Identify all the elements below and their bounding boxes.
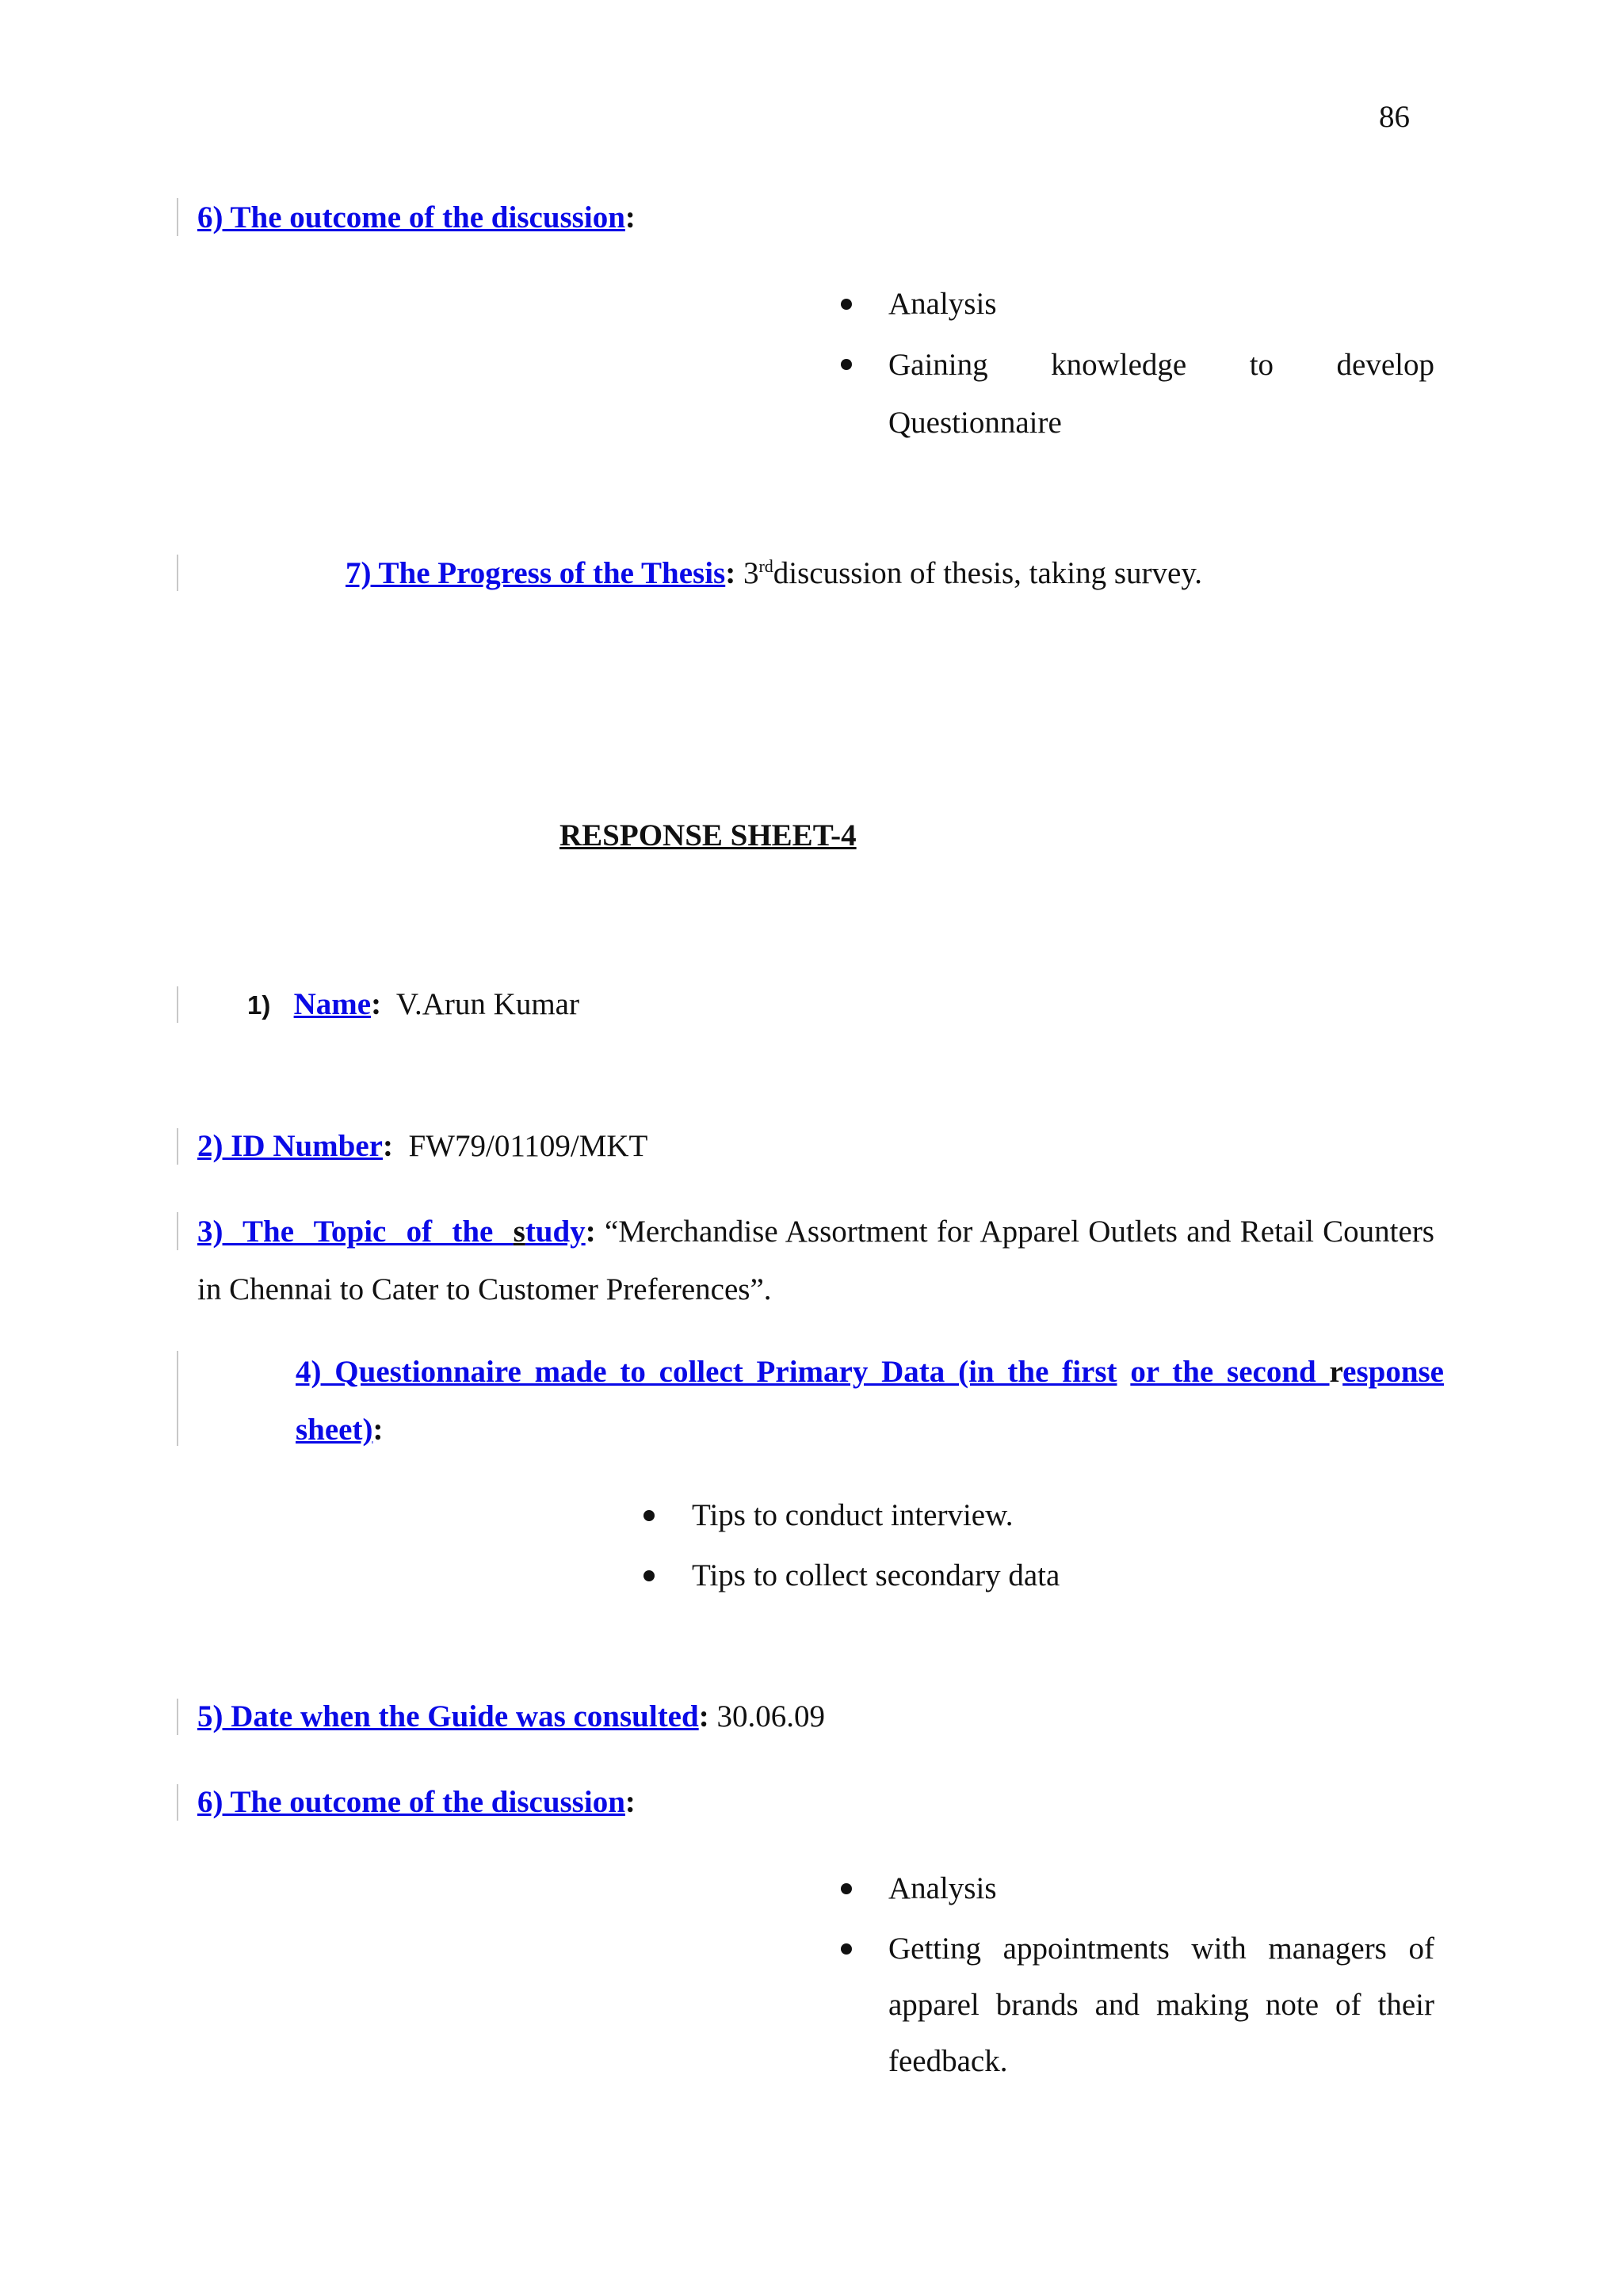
id-field: 2) ID Number: FW79/01109/MKT [197,1129,648,1163]
topic-value: “Merchandise Assortment for Apparel Outlets and Retail Counters in Chennai to Cater to Customer Preferences”. [197,1215,1434,1306]
progress-link[interactable]: 7) The Progress of the Thesis [346,556,726,590]
progress-value: 3 [743,556,759,590]
list-number: 1) [247,990,271,1020]
bullet-icon [643,1510,655,1521]
outcome-item: Gaining knowledge to develop Questionnaire [888,348,1434,440]
name-value: V.Arun Kumar [395,987,579,1021]
questionnaire-r: r [1329,1355,1343,1389]
questionnaire-link-c[interactable]: esponse sheet) [296,1355,1444,1447]
questionnaire-field: 4) Questionnaire made to collect Primary Data (in the first or the second response sheet): [296,1355,1444,1447]
id-link[interactable]: 2) ID Number [197,1129,383,1163]
bullet-icon [841,359,852,370]
outcome-item: Getting appointments with managers of apparel brands and making note of their feedback. [888,1932,1434,2078]
questionnaire-link[interactable]: 4) Questionnaire made to collect Primary Data (in the first [296,1355,1117,1389]
outcome-link[interactable]: 6) The outcome of the discussion [197,200,625,235]
change-bar [177,1351,178,1446]
change-bar [177,198,178,236]
name-link[interactable]: Name [293,987,372,1021]
topic-s: s [513,1215,525,1249]
name-field: 1) Name: V.Arun Kumar [247,987,579,1021]
change-bar [177,555,178,591]
date-value: 30.06.09 [716,1699,825,1733]
progress-sup: rd [758,556,773,576]
outcome-link[interactable]: 6) The outcome of the discussion [197,1785,625,1819]
bullet-icon [841,1943,852,1955]
change-bar [177,1128,178,1165]
bullet-icon [841,299,852,310]
topic-link[interactable]: 3) The Topic of the [197,1215,514,1249]
questionnaire-item: Tips to conduct interview. [692,1498,1014,1532]
change-bar [177,1699,178,1735]
bullet-icon [643,1570,655,1581]
progress-line: 7) The Progress of the Thesis: 3rddiscussion of thesis, taking survey. [346,556,1203,590]
page-number: 86 [1379,100,1410,134]
date-link[interactable]: 5) Date when the Guide was consulted [197,1699,699,1733]
questionnaire-item: Tips to collect secondary data [692,1558,1060,1592]
id-value: FW79/01109/MKT [408,1129,648,1163]
outcome-item: Analysis [888,287,997,321]
change-bar [177,986,178,1023]
outcome-field: 6) The outcome of the discussion: [197,1785,636,1819]
sheet-title: RESPONSE SHEET-4 [559,818,857,852]
bullet-icon [841,1883,852,1894]
topic-link-b[interactable]: tudy [525,1215,586,1249]
progress-value-rest: discussion of thesis, taking survey. [773,556,1203,590]
questionnaire-link-b[interactable]: or the second [1130,1355,1330,1389]
topic-field: 3) The Topic of the study: “Merchandise Assortment for Apparel Outlets and Retail Counters in Chennai to Cater to Customer Preferences”. [197,1215,1434,1306]
date-field: 5) Date when the Guide was consulted: 30.06.09 [197,1699,825,1733]
outcome-item: Analysis [888,1871,997,1905]
change-bar [177,1784,178,1821]
change-bar [177,1212,178,1250]
outcome-heading-top: 6) The outcome of the discussion: [197,200,636,235]
